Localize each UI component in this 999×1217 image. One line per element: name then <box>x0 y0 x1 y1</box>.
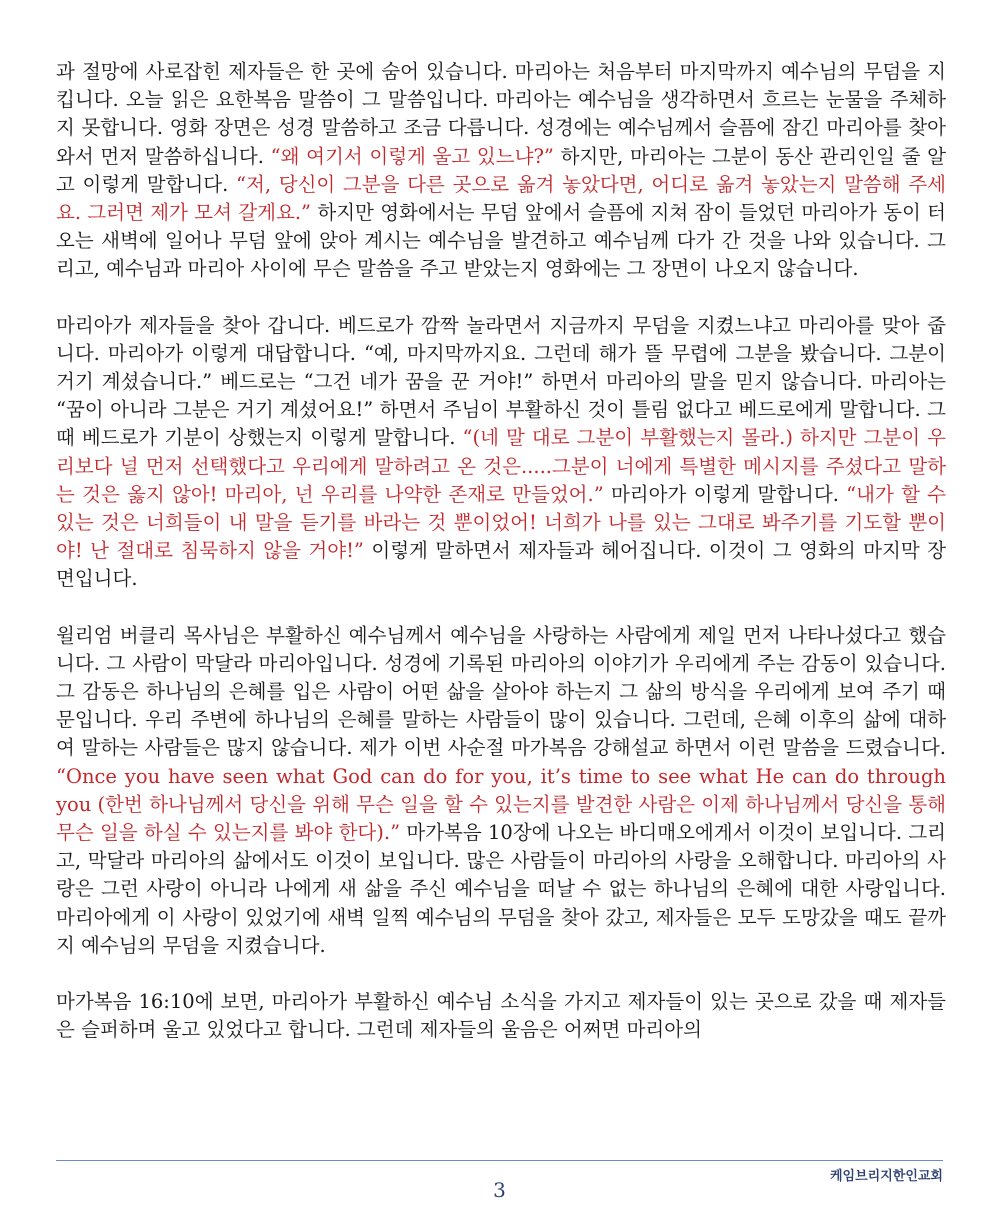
quote-text: “내가 할 수 있는 것은 너희들이 내 말을 듣기를 바라는 것 뿐이었어! 너희가 나를 있는 그대로 봐주기를 기도할 뿐이야! 난 절대로 침묵하지 않을 거야!” <box>56 482 947 563</box>
body-text: 이렇게 말하면서 제자들과 헤어집니다. 이것이 그 영화의 마지막 장면입니다. <box>56 539 946 591</box>
paragraph-1 <box>56 58 946 284</box>
paragraph-2 <box>56 312 946 594</box>
page-number: 3 <box>493 1178 506 1202</box>
paragraph-3 <box>56 622 946 960</box>
body-text: 마가복음 16:10에 보면, 마리아가 부활하신 예수님 소식을 가지고 제자들이 있는 곳으로 갔을 때 제자들은 슬퍼하며 울고 있었다고 합니다. 그런데 제자들의 울음은 어쩌면 마리아의 <box>56 990 946 1042</box>
quote-text: “Once you have seen what God can do for you, it’s time to see what He can do through you (한번 하나님께서 당신을 위해 무슨 일을 할 수 있는지를 발견한 사람은 이제 하나님께서 당신을 통해 무슨 일을 하실 수 있는지를 봐야 한다).” <box>56 764 946 845</box>
body-text: 마가복음 10장에 나오는 바디매오에게서 이것이 보입니다. 그리고, 막달라 마리아의 삶에서도 이것이 보입니다. 많은 사람들이 마리아의 사랑을 오해합니다. 마리아의 사랑은 그런 사랑이 아니라 나에게 새 삶을 주신 예수님을 떠날 수 없는 하나님의 은혜에 대한 사랑입니다. 마리아에게 이 사랑이 있었기에 새벽 일찍 예수님의 무덤을 찾아 갔고, 제자들은 모두 도망갔을 때도 끝까지 예수님의 무덤을 지켰습니다. <box>56 821 947 957</box>
quote-text: “왜 여기서 이렇게 울고 있느냐?” <box>270 144 554 168</box>
quote-text: “저, 당신이 그분을 다른 곳으로 옮겨 놓았다면, 어디로 옮겨 놓았는지 말씀해 주세요. 그러면 제가 모셔 갈게요.” <box>56 172 946 225</box>
quote-text: “(네 말 대로 그분이 부활했는지 몰라.) 하지만 그분이 우리보다 널 먼저 선택했다고 우리에게 말하려고 온 것은.....그분이 너에게 특별한 메시지를 주셨다고 말하는 것은 옳지 않아! 마리아, 넌 우리를 나약한 존재로 만들었어.” <box>56 426 946 506</box>
church-name: 케임브리지한인교회 <box>829 1169 943 1184</box>
footer-divider <box>56 1160 943 1161</box>
body-text: 마리아가 이렇게 말합니다. <box>603 482 847 506</box>
body-text: 윌리엄 버클리 목사님은 부활하신 예수님께서 예수님을 사랑하는 사람에게 제일 먼저 나타나셨다고 했습니다. 그 사람이 막달라 마리아입니다. 성경에 기록된 마리아의 이야기가 우리에게 주는 감동이 있습니다. 그 감동은 하나님의 은혜를 입은 사람이 어떤 삶을 살아야 하는지 그 삶의 방식을 우리에게 보여 주기 때문입니다. 우리 주변에 하나님의 은혜를 말하는 사람들이 많이 있습니다. 그런데, 은혜 이후의 삶에 대하여 말하는 사람들은 많지 않습니다. 제가 이번 사순절 마가복음 강해설교 하면서 이런 말씀을 드렸습니다. <box>56 623 946 760</box>
body-text: 마리아가 제자들을 찾아 갑니다. 베드로가 깜짝 놀라면서 지금까지 무덤을 지켰느냐고 마리아를 맞아 줍니다. 마리아가 이렇게 대답합니다. “예, 마지막까지요. 그런데 해가 뜰 무렵에 그분을 봤습니다. 그분이 거기 계셨습니다.” 베드로는 “그건 네가 꿈을 꾼 거야!” 하면서 마리아의 말을 믿지 않습니다. 마리아는 “꿈이 아니라 그분은 거기 계셨어요!” 하면서 주님이 부활하신 것이 틀림 없다고 베드로에게 말합니다. 그 때 베드로가 기분이 상했는지 이렇게 말합니다. <box>56 313 946 450</box>
body-text: 과 절망에 사로잡힌 제자들은 한 곳에 숨어 있습니다. 마리아는 처음부터 마지막까지 예수님의 무덤을 지킵니다. 오늘 읽은 요한복음 말씀이 그 말씀입니다. 마리아는 예수님을 생각하면서 흐르는 눈물을 주체하지 못합니다. 영화 장면은 성경 말씀하고 조금 다릅니다. 성경에는 예수님께서 슬픔에 잠긴 마리아를 찾아 와서 먼저 말씀하십니다. <box>56 60 946 168</box>
sermon-body <box>56 58 946 1073</box>
paragraph-4 <box>56 988 946 1044</box>
body-text: 하지만 영화에서는 무덤 앞에서 슬픔에 지쳐 잠이 들었던 마리아가 동이 터오는 새벽에 일어나 무덤 앞에 앉아 계시는 예수님을 발견하고 예수님께 다가 간 것을 나와 있습니다. 그리고, 예수님과 마리아 사이에 무슨 말씀을 주고 받았는지 영화에는 그 장면이 나오지 않습니다. <box>56 201 947 281</box>
body-text: 하지만, 마리아는 그분이 동산 관리인일 줄 알고 이렇게 말합니다. <box>56 144 946 196</box>
